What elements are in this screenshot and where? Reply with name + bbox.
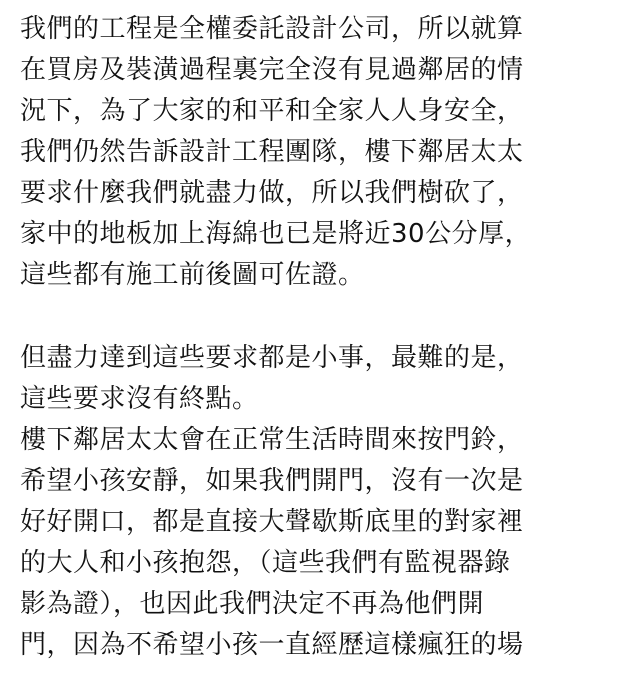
- text-line: 我們仍然告訴設計工程團隊，樓下鄰居太太: [20, 137, 524, 167]
- text-line: 樓下鄰居太太會在正常生活時間來按門鈴，: [20, 425, 524, 455]
- text-line: 我們的工程是全權委託設計公司，所以就算: [20, 14, 524, 44]
- text-line: 這些要求沒有終點。: [20, 384, 259, 414]
- text-line: 況下，為了大家的和平和全家人人身安全，: [20, 96, 524, 126]
- text-line: 的大人和小孩抱怨，（這些我們有監視器錄: [20, 548, 511, 578]
- text-line: 要求什麼我們就盡力做，所以我們樹砍了，: [20, 178, 524, 208]
- text-line: 好好開口，都是直接大聲歇斯底里的對家裡: [20, 507, 524, 537]
- text-line: 但盡力達到這些要求都是小事，最難的是，: [20, 343, 524, 373]
- text-line: 影為證），也因此我們決定不再為他們開: [20, 589, 485, 619]
- document-body: [20, 0, 630, 666]
- text-line: 門，因為不希望小孩一直經歷這樣瘋狂的場: [20, 630, 524, 660]
- paragraph-gap: [20, 296, 630, 338]
- paragraph-2: [20, 338, 630, 666]
- paragraph-1: [20, 0, 630, 296]
- text-line: 這些都有施工前後圖可佐證。: [20, 260, 365, 290]
- text-line: 在買房及裝潢過程裏完全沒有見過鄰居的情: [20, 55, 524, 85]
- text-line: 希望小孩安靜，如果我們開門，沒有一次是: [20, 466, 524, 496]
- text-line: 家中的地板加上海綿也已是將近30公分厚，: [20, 219, 532, 249]
